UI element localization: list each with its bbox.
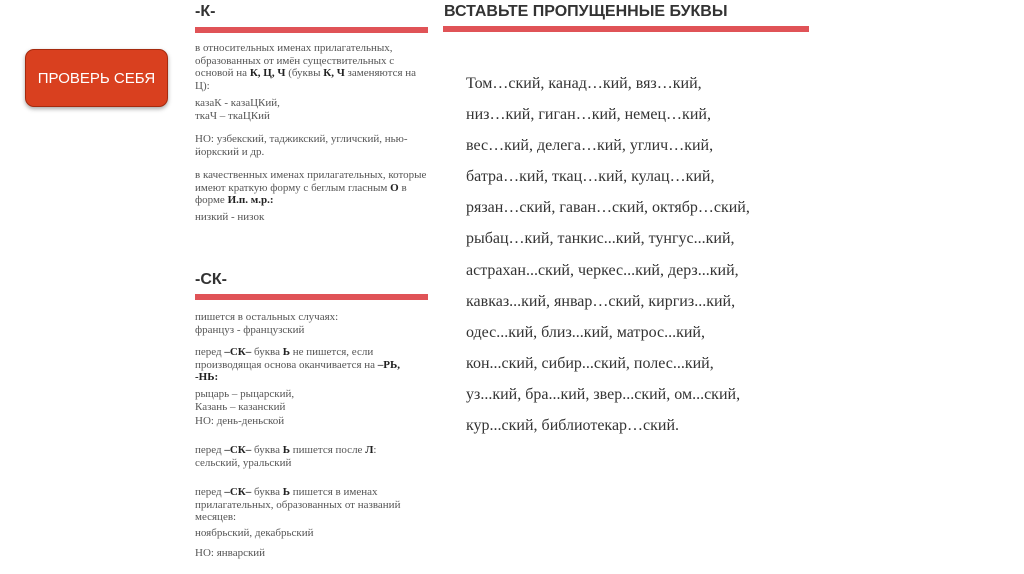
section-k-example-1: казаК - казаЦКий, xyxy=(195,97,280,109)
exercise-line: вес…кий, делега…кий, углич…кий, xyxy=(466,137,714,155)
section-sk-heading: -СК- xyxy=(195,271,227,288)
exercise-line: уз...кий, бра...кий, звер...ский, ом...ский, xyxy=(466,385,741,403)
section-sk-example-5: сельский, уральский xyxy=(195,457,292,469)
section-sk-divider xyxy=(195,294,428,300)
section-sk-rule-3: перед –СК– буква Ь пишется после Л: xyxy=(195,444,377,456)
section-sk-example-2: рыцарь – рыцарский, xyxy=(195,388,295,400)
exercise-line: Том…ский, канад…кий, вяз…кий, xyxy=(466,75,702,92)
section-sk-rule-2: перед –СК– буква Ь не пишется, если производящая основа оканчивается на –РЬ, -НЬ: xyxy=(195,346,401,383)
exercise-title: ВСТАВЬТЕ ПРОПУЩЕННЫЕ БУКВЫ xyxy=(444,3,728,20)
section-k-exception: НО: узбекский, таджикский, угличский, нью-йоркский и др. xyxy=(195,133,408,158)
section-k-rule-2: в качественных именах прилагательных, которые имеют краткую форму с беглым гласным О в форме И.п. м.р.: xyxy=(195,169,427,206)
exercise-line: кур...ский, библиотекар…ский. xyxy=(466,417,680,435)
section-sk-example-4: НО: день-деньской xyxy=(195,415,285,427)
section-sk-example-7: НО: январский xyxy=(195,547,266,559)
exercise-line: батра…кий, ткац…кий, кулац…кий, xyxy=(466,168,715,186)
exercise-line: низ…кий, гиган…кий, немец…кий, xyxy=(466,106,711,124)
exercise-line: одес...кий, близ...кий, матрос...кий, xyxy=(466,323,705,341)
exercise-line: рязан…ский, гаван…ский, октябр…ский, xyxy=(466,199,750,217)
section-k-divider xyxy=(195,27,428,33)
exercise-line: кавказ...кий, январ…ский, киргиз...кий, xyxy=(466,292,736,310)
section-k-example-2: ткаЧ – ткаЦКий xyxy=(195,110,270,122)
exercise-line: кон...ский, сибир...ский, полес...кий, xyxy=(466,354,714,372)
section-sk-rule-1: пишется в остальных случаях: xyxy=(195,311,339,323)
section-k-example-3: низкий - низок xyxy=(195,211,265,223)
exercise-list xyxy=(466,72,806,445)
section-sk-example-6: ноябрьский, декабрьский xyxy=(195,527,314,539)
exercise-line: рыбац…кий, танкис...кий, тунгус...кий, xyxy=(466,230,735,248)
check-yourself-button[interactable]: ПРОВЕРЬ СЕБЯ xyxy=(25,49,168,107)
section-sk-example-1: француз - французский xyxy=(195,324,305,336)
section-sk-example-3: Казань – казанский xyxy=(195,401,286,413)
section-k-heading: -К- xyxy=(195,3,216,20)
exercise-divider xyxy=(443,26,809,32)
exercise-line: астрахан...ский, черкес...кий, дерз...кий, xyxy=(466,261,739,279)
section-sk-rule-4: перед –СК– буква Ь пишется в именах прилагательных, образованных от названий месяцев: xyxy=(195,486,401,523)
section-k-rule-1: в относительных именах прилагательных, образованных от имён существительных с основой на К, Ц, Ч (буквы К, Ч заменяются на Ц): xyxy=(195,42,417,92)
